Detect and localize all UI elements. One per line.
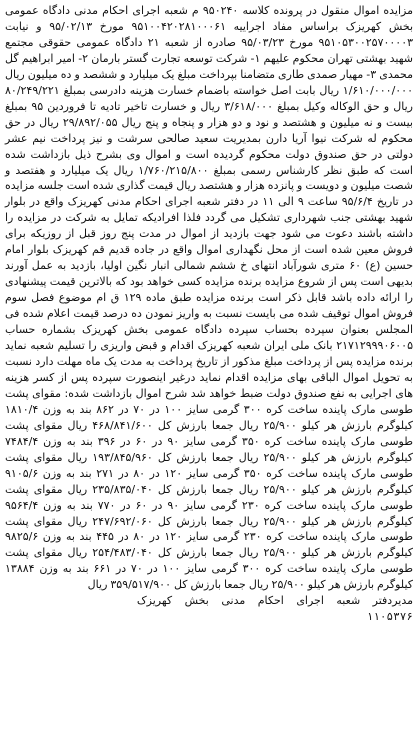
- notice-body-text: مزایده اموال منقول در پرونده کلاسه ۹۵۰۲۴۰ م شعبه اجرای احکام مدنی دادگاه عمومی بخش کهریزک براساس مفاد اجراییه ۹۵۱۰۰۴۲۰۲۸۱۰۰۰۶۱ مورخ ۹۵/۰۲/۱۳ و نیابت ۹۵۱۰۵۳۰۰۲۵۷۰۰۰۰۳ مورخ ۹۵/۰۳/۲۳ صادره از شعبه ۲۱ دادگاه عمومی حقوقی مجتمع شهید بهشتی تهران محکوم علیهم ۱- شرکت توسعه تجارت گستر بارمان ۲- امیر ابراهیم گل محمدی ۳- مهیار صمدی طاری متضامنا بپرداخت مبلغ یک میلیارد و ششصد و ده میلیون ریال ۱/۶۱۰/۰۰۰/۰۰۰ ریال بابت اصل خواسته باضمام خسارت هزینه دادرسی بمبلغ ۸۰/۲۴۹/۲۲۱ ریال و حق الوکاله وکیل بمبلغ ۳/۶۱۸/۰۰۰ ریال و خسارت تاخیر تادیه تا فروردین ۹۵ بمبلغ بیست و نه میلیون و هشتصد و نود و دو هزار و پنجاه و پنج ریال ۲۹/۸۹۲/۰۵۵ ریال در حق محکوم له شرکت نیوا آریا دارن بمدیریت سعید صالحی سرشت و نیز پرداخت نیم عشر دولتی در حق صندوق دولت محکوم گردیده است و اموال وی بشرح ذیل بازداشت شده است که طبق نظر کارشناس رسمی بمبلغ ۱/۷۶۰/۲۱۵/۸۰۰ ریال یک میلیارد و هفتصد و شصت میلیون و دویست و پانزده هزار و هشتصد ریال قیمت گذاری شده است جلسه مزایده در تاریخ ۹۵/۶/۴ ساعت ۹ الی ۱۱ در دفتر شعبه اجرای احکام مدنی کهریزک واقع در بلوار شهید بهشتی جنب شهرداری تشکیل می گردد فلذا افرادیکه تمایل به شرکت در مزایده را داشته باشند دعوت می شود جهت بازدید از اموال در مدت پنج روز قبل از روزیکه برای فروش معین شده است از محل نگهداری اموال واقع در جاده قدیم قم کهریزک بلوار امام حسین (ع) ۶۰ متری شورآباد انتهای خ ششم شمالی انبار نگین اولیا، بازدید به عمل آورند بدیهی است پس از شروع مزایده برنده مزایده کسی خواهد بود که بالاترین قیمت پیشنهادی را ارائه داده باشد قابل ذکر است برنده مزایده طبق ماده ۱۲۹ ق ام موضوع فصل سوم فروش اموال توقیف شده می بایست نسبت به واریز نمودن ده درصد قیمت اعلام شده فی المجلس بعنوان سپرده بحساب سپرده دادگاه عمومی بخش کهریزک بشماره حساب ۲۱۷۱۲۹۹۹۰۶۰۰۵ بانک ملی ایران شعبه کهریزک اقدام و قبض واریزی را تسلیم شعبه نماید برنده مزایده پس از پرداخت مبلغ مذکور از تاریخ پرداخت به مدت یک ماه مهلت دارد نسبت به تحویل اموال الباقی بهای مزایده اقدام نماید درغیر اینصورت سپرده پس از کسر هزینه های اجرایی به نفع صندوق دولت ضبط خواهد شد شرح اموال بازداشت شده: مقوای پشت طوسی مارک پاینده ساخت کره ۳۰۰ گرمی سایز ۱۰۰ در ۷۰ در ۸۶۲ بند به وزن ۱۸۱۰/۴ کیلوگرم بارزش هر کیلو ۲۵/۹۰۰ ریال جمعا بارزش کل ۴۶۸/۸۴۱/۶۰۰ ریال مقوای پشت طوسی مارک پاینده ساخت کره ۳۵۰ گرمی سایز ۹۰ در ۶۰ در ۳۹۶ بند به وزن ۷۴۸۴/۴ کیلوگرم بارزش هر کیلو ۲۵/۹۰۰ ریال جمعا بارزش کل ۱۹۳/۸۴۵/۹۶۰ ریال مقوای پشت طوسی مارک پاینده ساخت کره ۳۵۰ گرمی سایز ۱۲۰ در ۸۰ در ۲۷۱ بند به وزن ۹۱۰۵/۶ کیلوگرم بارزش هر کیلو ۲۵/۹۰۰ ریال جمعا بارزش کل ۲۳۵/۸۳۵/۰۴۰ ریال مقوای پشت طوسی مارک پاینده ساخت کره ۲۳۰ گرمی سایز ۹۰ در ۶۰ در ۷۷۰ بند به وزن ۹۵۶۴/۴ کیلوگرم بارزش هر کیلو ۲۵/۹۰۰ ریال جمعا بارزش کل ۲۴۷/۶۹۲/۰۶۰ ریال مقوای پشت طوسی مارک پاینده ساخت کره ۲۳۰ گرمی سایز ۱۲۰ در ۸۰ در ۴۴۵ بند به وزن ۹۸۲۵/۶ کیلوگرم بارزش هر کیلو ۲۵/۹۰۰ ریال جمعا بارزش کل ۲۵۴/۴۸۳/۰۴۰ ریال مقوای پشت طوسی مارک پاینده ساخت کره ۳۰۰ گرمی سایز ۱۰۰ در ۷۰ در ۶۶۱ بند به وزن ۱۳۸۸۴ کیلوگرم بارزش هر کیلو ۲۵/۹۰۰ ریال جمعا بارزش کل ۳۵۹/۵۱۷/۹۰۰ ریال: [5, 4, 414, 592]
- notice-signature: مدیردفتر شعبه اجرای احکام مدنی بخش کهریزک: [136, 594, 413, 608]
- notice-reference-number: ۱۱۰۵۳۷۶: [366, 610, 413, 624]
